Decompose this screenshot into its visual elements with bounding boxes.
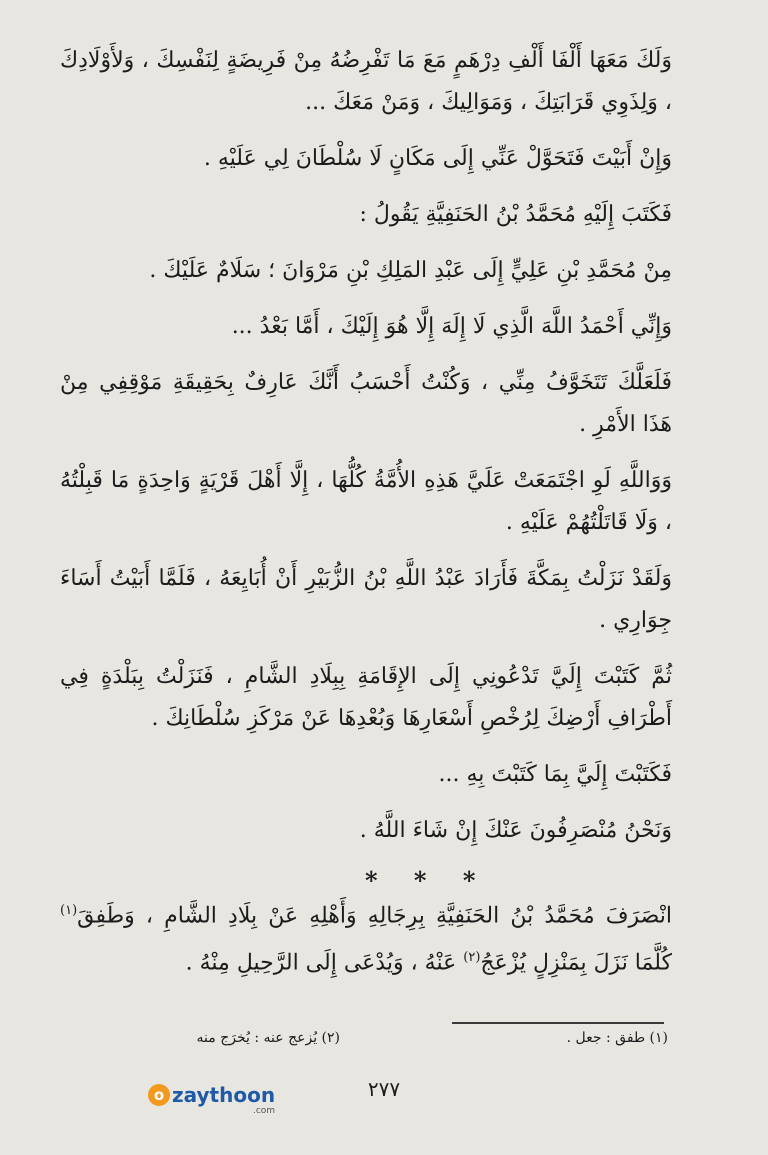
footnote-ref-1[interactable]: (١) [60,903,78,918]
logo-mark-icon: o [148,1084,170,1106]
footnote-divider [452,1022,664,1024]
logo-text [172,1084,275,1116]
body-text [60,40,672,999]
paragraph: وَنَحْنُ مُنْصَرِفُونَ عَنْكَ إِنْ شَاءَ اللَّهُ . [359,818,672,843]
final-text-part1: انْصَرَفَ مُحَمَّدُ بْنُ الحَنَفِيَّةِ بِرِجَالِهِ وَأَهْلِهِ عَنْ بِلَادِ الشَّامِ ، وَطَفِقَ [77,903,672,929]
footnote-2: (٢) يُزعج عنه : يُخرَج منه [196,1030,340,1046]
paragraph: وَوَاللَّهِ لَوِ اجْتَمَعَتْ عَلَيَّ هَذِهِ الأُمَّةُ كُلُّهَا ، إِلَّا أَهْلَ قَرْيَةٍ وَاحِدَةٍ مَا قَبِلْتُهُ ، وَلَا قَاتَلْتُهُمْ عَلَيْهِ . [60,468,672,535]
final-text-part3: عَنْهُ ، وَيُدْعَى إِلَى الرَّحِيلِ مِنْهُ . [185,950,457,976]
paragraph: فَكَتَبَ إِلَيْهِ مُحَمَّدُ بْنُ الحَنَفِيَّةِ يَقُولُ : [359,202,672,227]
paragraph: وَلَكَ مَعَهَا أَلْفَا أَلْفِ دِرْهَمٍ مَعَ مَا تَفْرِضُهُ مِنْ فَرِيضَةٍ لِنَفْسِكَ ، وَلأَوْلَادِكَ ، وَلِذَوِي قَرَابَتِكَ ، وَمَوَالِيكَ ، وَمَنْ مَعَكَ ... [60,48,672,115]
section-separator: * * * [365,866,490,895]
page-number: ٢٧٧ [367,1077,401,1101]
final-text-part2: كُلَّمَا نَزَلَ بِمَنْزِلٍ يُزْعَجُ [480,950,672,976]
paragraph: وَإِنِّي أَحْمَدُ اللَّهَ الَّذِي لَا إِلَهَ إِلَّا هُوَ إِلَيْكَ ، أَمَّا بَعْدُ ... [231,314,672,339]
logo-domain: .com [252,1106,276,1116]
paragraph: فَلَعَلَّكَ تَتَخَوَّفُ مِنِّي ، وَكُنْتُ أَحْسَبُ أَنَّكَ عَارِفٌ بِحَقِيقَةِ مَوْقِفِي مِنْ هَذَا الأَمْرِ . [60,370,672,437]
paragraph: وَلَقَدْ نَزَلْتُ بِمَكَّةَ فَأَرَادَ عَبْدُ اللَّهِ بْنُ الزُّبَيْرِ أَنْ أُبَايِعَهُ ، فَلَمَّا أَبَيْتُ أَسَاءَ جِوَارِي . [60,566,672,633]
logo-name: zaythoon [172,1083,276,1107]
paragraph: فَكَتَبْتَ إِلَيَّ بِمَا كَتَبْتَ بِهِ ... [438,762,672,787]
paragraph: مِنْ مُحَمَّدِ بْنِ عَلِيٍّ إِلَى عَبْدِ المَلِكِ بْنِ مَرْوَانَ ؛ سَلَامٌ عَلَيْكَ . [149,258,672,283]
paragraph: وَإِنْ أَبَيْتَ فَتَحَوَّلْ عَنِّي إِلَى مَكَانٍ لَا سُلْطَانَ لِي عَلَيْهِ . [203,146,672,171]
zaythoon-logo [148,1084,275,1116]
footnote-ref-2[interactable]: (٢) [463,950,481,966]
final-paragraph [60,890,672,985]
footnote-1: (١) طفق : جعل . [566,1030,668,1046]
paragraph: ثُمَّ كَتَبْتَ إِلَيَّ تَدْعُونِي إِلَى الإِقَامَةِ بِبِلَادِ الشَّامِ ، فَنَزَلْتُ بِبَلْدَةٍ فِي أَطْرَافِ أَرْضِكَ لِرُخْصِ أَسْعَارِهَا وَبُعْدِهَا عَنْ مَرْكَزِ سُلْطَانِكَ . [60,664,672,731]
